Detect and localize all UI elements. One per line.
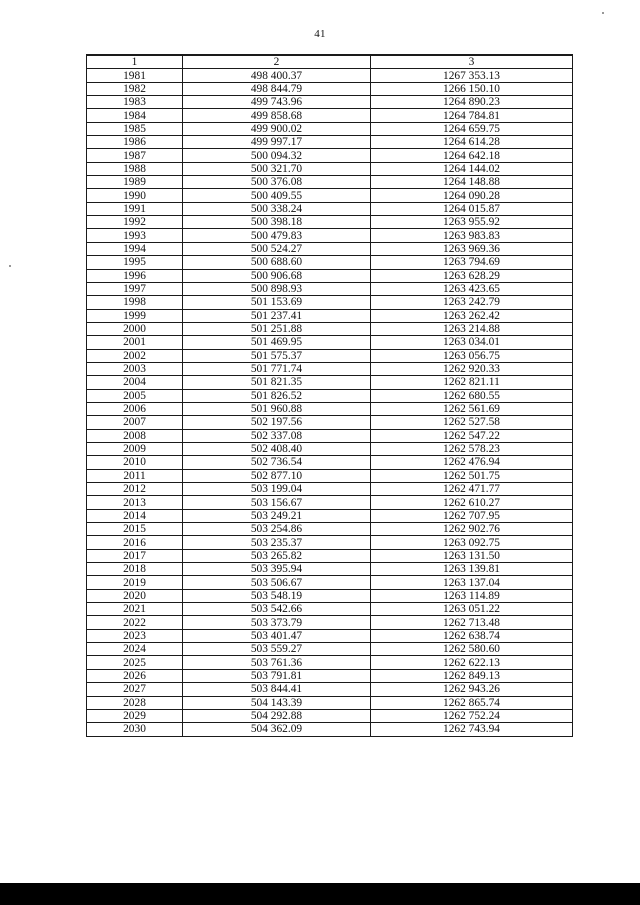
value-cell-col2: 500 376.08 xyxy=(183,176,371,189)
year-cell: 2012 xyxy=(87,483,183,496)
table-row xyxy=(87,202,573,215)
table-row xyxy=(87,362,573,375)
table-row xyxy=(87,483,573,496)
value-cell-col2: 500 398.18 xyxy=(183,216,371,229)
value-cell-col3: 1267 353.13 xyxy=(371,69,573,82)
value-cell-col3: 1263 242.79 xyxy=(371,296,573,309)
table-row xyxy=(87,229,573,242)
value-cell-col2: 501 469.95 xyxy=(183,336,371,349)
year-cell: 1993 xyxy=(87,229,183,242)
value-cell-col3: 1262 752.24 xyxy=(371,709,573,722)
value-cell-col3: 1262 713.48 xyxy=(371,616,573,629)
year-cell: 2010 xyxy=(87,456,183,469)
value-cell-col3: 1262 547.22 xyxy=(371,429,573,442)
value-cell-col3: 1262 849.13 xyxy=(371,669,573,682)
value-cell-col2: 501 153.69 xyxy=(183,296,371,309)
value-cell-col3: 1263 423.65 xyxy=(371,282,573,295)
value-cell-col3: 1262 610.27 xyxy=(371,496,573,509)
table-row xyxy=(87,563,573,576)
value-cell-col2: 502 877.10 xyxy=(183,469,371,482)
table-row xyxy=(87,82,573,95)
table-row xyxy=(87,216,573,229)
value-cell-col3: 1263 051.22 xyxy=(371,603,573,616)
year-cell: 1990 xyxy=(87,189,183,202)
value-cell-col3: 1263 794.69 xyxy=(371,256,573,269)
value-cell-col2: 498 844.79 xyxy=(183,82,371,95)
value-cell-col2: 500 524.27 xyxy=(183,242,371,255)
value-cell-col3: 1264 784.81 xyxy=(371,109,573,122)
value-cell-col2: 503 548.19 xyxy=(183,589,371,602)
year-cell: 2013 xyxy=(87,496,183,509)
year-cell: 2022 xyxy=(87,616,183,629)
value-cell-col2: 499 900.02 xyxy=(183,122,371,135)
value-cell-col3: 1266 150.10 xyxy=(371,82,573,95)
table-row xyxy=(87,242,573,255)
table-row xyxy=(87,296,573,309)
table-row xyxy=(87,442,573,455)
year-cell: 1982 xyxy=(87,82,183,95)
year-cell: 2026 xyxy=(87,669,183,682)
value-cell-col2: 500 898.93 xyxy=(183,282,371,295)
value-cell-col2: 503 506.67 xyxy=(183,576,371,589)
table-row xyxy=(87,416,573,429)
value-cell-col2: 500 321.70 xyxy=(183,162,371,175)
value-cell-col3: 1263 628.29 xyxy=(371,269,573,282)
value-cell-col3: 1264 659.75 xyxy=(371,122,573,135)
value-cell-col3: 1262 821.11 xyxy=(371,376,573,389)
year-cell: 2030 xyxy=(87,723,183,736)
table-row xyxy=(87,282,573,295)
page-number: 41 xyxy=(314,28,326,40)
table-row xyxy=(87,429,573,442)
value-cell-col3: 1262 707.95 xyxy=(371,509,573,522)
table-row xyxy=(87,589,573,602)
year-cell: 1981 xyxy=(87,69,183,82)
value-cell-col3: 1262 561.69 xyxy=(371,402,573,415)
data-table xyxy=(86,54,573,737)
value-cell-col2: 500 338.24 xyxy=(183,202,371,215)
value-cell-col2: 503 559.27 xyxy=(183,643,371,656)
year-cell: 1994 xyxy=(87,242,183,255)
year-cell: 1991 xyxy=(87,202,183,215)
value-cell-col3: 1264 614.28 xyxy=(371,136,573,149)
table-header-row xyxy=(87,55,573,69)
value-cell-col2: 498 400.37 xyxy=(183,69,371,82)
year-cell: 1987 xyxy=(87,149,183,162)
value-cell-col2: 501 251.88 xyxy=(183,322,371,335)
year-cell: 1997 xyxy=(87,282,183,295)
value-cell-col3: 1263 983.83 xyxy=(371,229,573,242)
value-cell-col2: 502 736.54 xyxy=(183,456,371,469)
value-cell-col3: 1262 471.77 xyxy=(371,483,573,496)
table-row xyxy=(87,683,573,696)
table-row xyxy=(87,376,573,389)
year-cell: 2019 xyxy=(87,576,183,589)
year-cell: 2002 xyxy=(87,349,183,362)
table-row xyxy=(87,389,573,402)
value-cell-col2: 503 156.67 xyxy=(183,496,371,509)
table-row xyxy=(87,549,573,562)
value-cell-col2: 501 960.88 xyxy=(183,402,371,415)
value-cell-col3: 1262 638.74 xyxy=(371,629,573,642)
table-row xyxy=(87,709,573,722)
table-row xyxy=(87,349,573,362)
value-cell-col3: 1262 680.55 xyxy=(371,389,573,402)
year-cell: 2005 xyxy=(87,389,183,402)
value-cell-col3: 1263 139.81 xyxy=(371,563,573,576)
table-row xyxy=(87,576,573,589)
year-cell: 1984 xyxy=(87,109,183,122)
value-cell-col2: 503 542.66 xyxy=(183,603,371,616)
table-row xyxy=(87,669,573,682)
year-cell: 2029 xyxy=(87,709,183,722)
table-row xyxy=(87,309,573,322)
value-cell-col2: 503 401.47 xyxy=(183,629,371,642)
year-cell: 2015 xyxy=(87,523,183,536)
table-row xyxy=(87,69,573,82)
value-cell-col3: 1263 034.01 xyxy=(371,336,573,349)
value-cell-col3: 1262 920.33 xyxy=(371,362,573,375)
value-cell-col3: 1264 148.88 xyxy=(371,176,573,189)
year-cell: 2003 xyxy=(87,362,183,375)
table-row xyxy=(87,269,573,282)
year-cell: 2004 xyxy=(87,376,183,389)
value-cell-col2: 501 826.52 xyxy=(183,389,371,402)
value-cell-col2: 503 844.41 xyxy=(183,683,371,696)
value-cell-col2: 503 373.79 xyxy=(183,616,371,629)
year-cell: 2006 xyxy=(87,402,183,415)
scan-bottom-bar xyxy=(0,883,640,905)
value-cell-col3: 1262 943.26 xyxy=(371,683,573,696)
year-cell: 2020 xyxy=(87,589,183,602)
value-cell-col3: 1263 262.42 xyxy=(371,309,573,322)
table-body xyxy=(87,69,573,736)
value-cell-col2: 503 395.94 xyxy=(183,563,371,576)
value-cell-col3: 1263 092.75 xyxy=(371,536,573,549)
value-cell-col3: 1263 114.89 xyxy=(371,589,573,602)
year-cell: 2014 xyxy=(87,509,183,522)
table-row xyxy=(87,696,573,709)
table-row xyxy=(87,469,573,482)
table-row xyxy=(87,189,573,202)
value-cell-col3: 1264 090.28 xyxy=(371,189,573,202)
year-cell: 2011 xyxy=(87,469,183,482)
value-cell-col3: 1262 622.13 xyxy=(371,656,573,669)
value-cell-col3: 1262 501.75 xyxy=(371,469,573,482)
year-cell: 2007 xyxy=(87,416,183,429)
value-cell-col2: 502 408.40 xyxy=(183,442,371,455)
value-cell-col2: 504 362.09 xyxy=(183,723,371,736)
table-row xyxy=(87,136,573,149)
year-cell: 1998 xyxy=(87,296,183,309)
value-cell-col2: 500 906.68 xyxy=(183,269,371,282)
value-cell-col3: 1264 144.02 xyxy=(371,162,573,175)
year-cell: 2009 xyxy=(87,442,183,455)
value-cell-col2: 503 249.21 xyxy=(183,509,371,522)
value-cell-col2: 503 254.86 xyxy=(183,523,371,536)
table-row xyxy=(87,496,573,509)
year-cell: 2000 xyxy=(87,322,183,335)
year-cell: 1985 xyxy=(87,122,183,135)
table-row xyxy=(87,122,573,135)
value-cell-col2: 503 761.36 xyxy=(183,656,371,669)
value-cell-col2: 500 094.32 xyxy=(183,149,371,162)
table-row xyxy=(87,629,573,642)
value-cell-col2: 503 791.81 xyxy=(183,669,371,682)
value-cell-col3: 1264 642.18 xyxy=(371,149,573,162)
value-cell-col3: 1264 890.23 xyxy=(371,96,573,109)
value-cell-col3: 1262 902.76 xyxy=(371,523,573,536)
table-row xyxy=(87,96,573,109)
value-cell-col3: 1263 131.50 xyxy=(371,549,573,562)
value-cell-col3: 1262 865.74 xyxy=(371,696,573,709)
value-cell-col2: 502 337.08 xyxy=(183,429,371,442)
value-cell-col2: 500 409.55 xyxy=(183,189,371,202)
value-cell-col3: 1262 578.23 xyxy=(371,442,573,455)
value-cell-col3: 1263 969.36 xyxy=(371,242,573,255)
year-cell: 2021 xyxy=(87,603,183,616)
scan-speck xyxy=(602,12,604,14)
value-cell-col3: 1262 476.94 xyxy=(371,456,573,469)
value-cell-col2: 501 821.35 xyxy=(183,376,371,389)
year-cell: 2024 xyxy=(87,643,183,656)
year-cell: 2016 xyxy=(87,536,183,549)
value-cell-col3: 1263 137.04 xyxy=(371,576,573,589)
year-cell: 1983 xyxy=(87,96,183,109)
value-cell-col3: 1262 743.94 xyxy=(371,723,573,736)
column-header: 2 xyxy=(183,55,371,69)
table-row xyxy=(87,643,573,656)
value-cell-col3: 1262 527.58 xyxy=(371,416,573,429)
value-cell-col2: 499 997.17 xyxy=(183,136,371,149)
value-cell-col2: 504 292.88 xyxy=(183,709,371,722)
year-cell: 1999 xyxy=(87,309,183,322)
table-row xyxy=(87,176,573,189)
value-cell-col2: 499 743.96 xyxy=(183,96,371,109)
table-row xyxy=(87,509,573,522)
value-cell-col2: 504 143.39 xyxy=(183,696,371,709)
table-row xyxy=(87,149,573,162)
year-cell: 2008 xyxy=(87,429,183,442)
year-cell: 2028 xyxy=(87,696,183,709)
year-cell: 1989 xyxy=(87,176,183,189)
table-row xyxy=(87,523,573,536)
table-row xyxy=(87,256,573,269)
column-header: 1 xyxy=(87,55,183,69)
year-cell: 2001 xyxy=(87,336,183,349)
value-cell-col2: 503 199.04 xyxy=(183,483,371,496)
year-cell: 2018 xyxy=(87,563,183,576)
table-row xyxy=(87,723,573,736)
value-cell-col3: 1263 214.88 xyxy=(371,322,573,335)
table-row xyxy=(87,536,573,549)
year-cell: 2017 xyxy=(87,549,183,562)
table-row xyxy=(87,656,573,669)
year-cell: 2025 xyxy=(87,656,183,669)
table-row xyxy=(87,603,573,616)
value-cell-col2: 503 235.37 xyxy=(183,536,371,549)
year-cell: 1995 xyxy=(87,256,183,269)
value-cell-col2: 500 479.83 xyxy=(183,229,371,242)
value-cell-col2: 500 688.60 xyxy=(183,256,371,269)
table-row xyxy=(87,336,573,349)
value-cell-col2: 501 771.74 xyxy=(183,362,371,375)
value-cell-col3: 1262 580.60 xyxy=(371,643,573,656)
column-header: 3 xyxy=(371,55,573,69)
value-cell-col2: 502 197.56 xyxy=(183,416,371,429)
value-cell-col3: 1263 056.75 xyxy=(371,349,573,362)
scan-speck xyxy=(9,265,11,267)
value-cell-col3: 1263 955.92 xyxy=(371,216,573,229)
year-cell: 2027 xyxy=(87,683,183,696)
year-cell: 1996 xyxy=(87,269,183,282)
value-cell-col2: 503 265.82 xyxy=(183,549,371,562)
table-row xyxy=(87,456,573,469)
value-cell-col2: 501 575.37 xyxy=(183,349,371,362)
year-cell: 2023 xyxy=(87,629,183,642)
table-row xyxy=(87,616,573,629)
value-cell-col2: 499 858.68 xyxy=(183,109,371,122)
table-row xyxy=(87,402,573,415)
year-cell: 1992 xyxy=(87,216,183,229)
value-cell-col2: 501 237.41 xyxy=(183,309,371,322)
table-row xyxy=(87,162,573,175)
table-row xyxy=(87,109,573,122)
value-cell-col3: 1264 015.87 xyxy=(371,202,573,215)
table-row xyxy=(87,322,573,335)
year-cell: 1988 xyxy=(87,162,183,175)
year-cell: 1986 xyxy=(87,136,183,149)
